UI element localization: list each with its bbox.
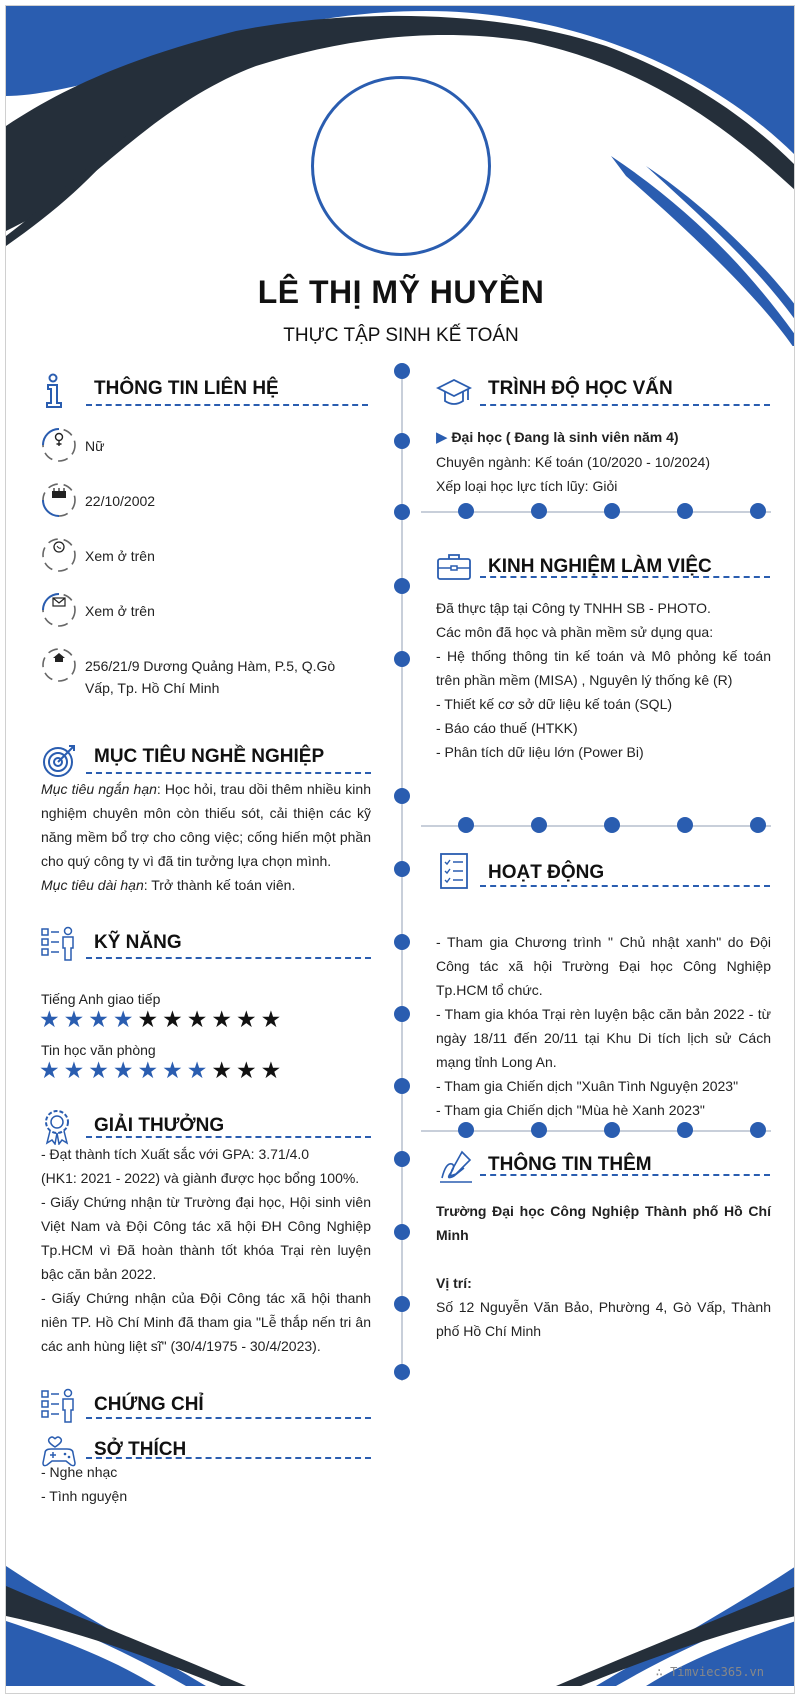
separator-dot bbox=[458, 817, 474, 833]
section-underline bbox=[480, 885, 770, 887]
experience-line: - Hệ thống thông tin kế toán và Mô phỏng kế toán trên phần mềm (MISA) , Nguyên lý thống kê (R) bbox=[436, 648, 771, 688]
section-underline bbox=[86, 1136, 371, 1138]
separator-dot bbox=[531, 817, 547, 833]
education-degree: Đại học ( Đang là sinh viên năm 4) bbox=[451, 429, 679, 445]
education-details bbox=[436, 425, 771, 498]
timeline-dot bbox=[394, 1224, 410, 1240]
objective-text bbox=[41, 777, 371, 897]
experience-line: - Thiết kế cơ sở dữ liệu kế toán (SQL) bbox=[436, 696, 673, 712]
star-filled-icon: ★ bbox=[88, 1057, 113, 1083]
star-filled-icon: ★ bbox=[186, 1057, 212, 1083]
separator-dot bbox=[750, 1122, 766, 1138]
star-filled-icon: ★ bbox=[112, 1057, 138, 1083]
section-underline bbox=[86, 404, 368, 406]
star-filled-icon: ★ bbox=[162, 1057, 187, 1083]
section-underline bbox=[480, 576, 770, 578]
contact-address-row bbox=[41, 647, 361, 699]
experience-line: - Phân tích dữ liệu lớn (Power Bi) bbox=[436, 744, 644, 760]
profile-photo bbox=[311, 76, 491, 256]
skill-name: Tin học văn phòng bbox=[41, 1042, 156, 1058]
timeline-dot bbox=[394, 504, 410, 520]
section-underline bbox=[86, 772, 371, 774]
hobbies-section-title: SỞ THÍCH bbox=[94, 1439, 187, 1460]
contact-phone-row bbox=[41, 537, 361, 573]
signature-pen-icon bbox=[438, 1148, 474, 1184]
star-filled-icon: ★ bbox=[39, 1006, 64, 1032]
award-line: (HK1: 2021 - 2022) và giành được học bổng 100%. bbox=[41, 1170, 360, 1186]
education-major: Chuyên ngành: Kế toán (10/2020 - 10/2024) bbox=[436, 454, 710, 470]
job-title: THỰC TẬP SINH KẾ TOÁN bbox=[283, 325, 519, 346]
star-empty-icon: ★ bbox=[137, 1006, 163, 1032]
hobby-item: - Nghe nhạc bbox=[41, 1464, 118, 1480]
star-filled-icon: ★ bbox=[39, 1057, 64, 1083]
skill-name: Tiếng Anh giao tiếp bbox=[41, 991, 161, 1007]
star-empty-icon: ★ bbox=[236, 1006, 261, 1032]
activity-line: - Tham gia khóa Trại rèn luyện bậc căn bản 2022 - từ ngày 18/11 đến 20/11 tại Khu Di tích lịch sử Cách mạng tỉnh Long An. bbox=[436, 1006, 771, 1070]
timeline-dot bbox=[394, 1151, 410, 1167]
objective-section-title: MỤC TIÊU NGHỀ NGHIỆP bbox=[94, 746, 325, 767]
star-filled-icon: ★ bbox=[88, 1006, 113, 1032]
skill-rating-stars bbox=[39, 1057, 285, 1083]
award-medal-icon bbox=[41, 1109, 77, 1145]
timeline-dot bbox=[394, 1296, 410, 1312]
graduation-cap-icon bbox=[436, 376, 472, 412]
timeline-dot bbox=[394, 651, 410, 667]
objective-short-label: Mục tiêu ngắn hạn bbox=[41, 781, 157, 797]
separator-dot bbox=[604, 1122, 620, 1138]
briefcase-icon bbox=[436, 549, 472, 585]
activity-line: - Tham gia Chương trình " Chủ nhật xanh" do Đội Công tác xã hội Trường Đại học Công Nghiệp Tp.HCM tổ chức. bbox=[436, 934, 771, 998]
star-empty-icon: ★ bbox=[211, 1057, 236, 1083]
target-icon bbox=[42, 742, 78, 778]
checklist-person-icon bbox=[41, 926, 77, 962]
timeline-dot bbox=[394, 788, 410, 804]
activity-line: - Tham gia Chiến dịch "Mùa hè Xanh 2023" bbox=[436, 1102, 705, 1118]
separator-dot bbox=[604, 503, 620, 519]
award-line: - Giấy Chứng nhận từ Trường đại học, Hội sinh viên Việt Nam và Đội Công tác xã hội ĐH Công Nghiệp Tp.HCM vì Đã hoàn thành tốt khóa Trại rèn luyện bậc căn bản 2022. bbox=[41, 1194, 371, 1282]
contact-address: 256/21/9 Dương Quảng Hàm, P.5, Q.Gò Vấp, Tp. Hồ Chí Minh bbox=[85, 658, 336, 696]
gender-icon bbox=[41, 427, 77, 463]
section-underline bbox=[86, 1457, 371, 1459]
separator-dot bbox=[531, 1122, 547, 1138]
timeline-dot bbox=[394, 578, 410, 594]
section-underline bbox=[480, 1174, 770, 1176]
star-filled-icon: ★ bbox=[137, 1057, 163, 1083]
separator-dot bbox=[677, 1122, 693, 1138]
timeline-dot bbox=[394, 861, 410, 877]
timeline-dot bbox=[394, 1006, 410, 1022]
home-icon bbox=[41, 647, 77, 683]
contact-gender-row bbox=[41, 427, 361, 463]
section-underline bbox=[86, 1417, 371, 1419]
star-filled-icon: ★ bbox=[112, 1006, 138, 1032]
experience-section-title: KINH NGHIỆM LÀM VIỆC bbox=[488, 556, 712, 577]
hobby-item: - Tình nguyện bbox=[41, 1488, 128, 1504]
objective-long-label: Mục tiêu dài hạn bbox=[41, 877, 144, 893]
location-label: Vị trí: bbox=[436, 1275, 472, 1291]
cv-page bbox=[5, 5, 795, 1694]
contact-birthday-row bbox=[41, 482, 361, 518]
activity-line: - Tham gia Chiến dịch "Xuân Tình Nguyện 2023" bbox=[436, 1078, 739, 1094]
star-empty-icon: ★ bbox=[260, 1006, 286, 1032]
contact-email-row bbox=[41, 592, 361, 628]
timeline-dot bbox=[394, 1364, 410, 1380]
star-empty-icon: ★ bbox=[211, 1006, 236, 1032]
education-section-title: TRÌNH ĐỘ HỌC VẤN bbox=[488, 378, 673, 399]
timeline-dot bbox=[394, 1078, 410, 1094]
birthday-cake-icon bbox=[41, 482, 77, 518]
star-filled-icon: ★ bbox=[63, 1057, 89, 1083]
education-rank: Xếp loại học lực tích lũy: Giỏi bbox=[436, 478, 618, 494]
star-filled-icon: ★ bbox=[63, 1006, 89, 1032]
skills-section-title: KỸ NĂNG bbox=[94, 932, 182, 953]
award-line: - Giấy Chứng nhận của Đội Công tác xã hội thanh niên TP. Hồ Chí Minh đã tham gia "Lễ thắp nến tri ân các anh hùng liệt sĩ" (30/4/1975 - 30/4/2023). bbox=[41, 1290, 371, 1354]
more-info-section-title: THÔNG TIN THÊM bbox=[488, 1154, 652, 1175]
separator-dot bbox=[458, 503, 474, 519]
watermark-text: ∴ Timviec365.vn bbox=[655, 1665, 764, 1679]
timeline-dot bbox=[394, 934, 410, 950]
star-empty-icon: ★ bbox=[162, 1006, 187, 1032]
info-icon bbox=[39, 373, 75, 409]
contact-email: Xem ở trên bbox=[85, 603, 155, 619]
separator-dot bbox=[458, 1122, 474, 1138]
timeline-dot bbox=[394, 363, 410, 379]
school-name: Trường Đại học Công Nghiệp Thành phố Hồ Chí Minh bbox=[436, 1203, 771, 1243]
separator-dot bbox=[750, 817, 766, 833]
section-underline bbox=[480, 404, 770, 406]
star-empty-icon: ★ bbox=[260, 1057, 286, 1083]
separator-dot bbox=[677, 817, 693, 833]
skill-rating-stars bbox=[39, 1006, 285, 1032]
experience-details bbox=[436, 596, 771, 764]
clipboard-list-icon bbox=[438, 853, 474, 889]
award-line: - Đạt thành tích Xuất sắc với GPA: 3.71/4.0 bbox=[41, 1146, 310, 1162]
contact-gender: Nữ bbox=[85, 438, 105, 454]
certificate-checklist-icon bbox=[41, 1388, 77, 1424]
experience-line: Đã thực tập tại Công ty TNHH SB - PHOTO. bbox=[436, 600, 711, 616]
separator-dot bbox=[750, 503, 766, 519]
experience-line: Các môn đã học và phần mềm sử dụng qua: bbox=[436, 624, 714, 640]
whatsapp-icon bbox=[41, 537, 77, 573]
separator-dot bbox=[604, 817, 620, 833]
separator-dot bbox=[677, 503, 693, 519]
email-icon bbox=[41, 592, 77, 628]
contact-phone: Xem ở trên bbox=[85, 548, 155, 564]
location-address: Số 12 Nguyễn Văn Bảo, Phường 4, Gò Vấp, Thành phố Hồ Chí Minh bbox=[436, 1299, 771, 1339]
certificates-section-title: CHỨNG CHỈ bbox=[94, 1394, 204, 1415]
more-info-details bbox=[436, 1199, 771, 1343]
activities-details bbox=[436, 930, 771, 1122]
objective-short-text: : Học hỏi, trau dồi thêm nhiều kinh nghiệm chuyên môn còn thiếu sót, cải thiện các kỹ năng mềm bổ trợ cho công việc; cống hiến một phần cho quý công ty vì đã tin tưởng lựa chọn mình. bbox=[41, 781, 371, 869]
star-empty-icon: ★ bbox=[186, 1006, 212, 1032]
awards-section-title: GIẢI THƯỞNG bbox=[94, 1115, 225, 1136]
activities-section-title: HOẠT ĐỘNG bbox=[488, 862, 605, 883]
separator-dot bbox=[531, 503, 547, 519]
hobbies-list bbox=[41, 1460, 371, 1508]
contact-birthday: 22/10/2002 bbox=[85, 493, 156, 509]
contact-section-title: THÔNG TIN LIÊN HỆ bbox=[94, 378, 279, 399]
awards-text bbox=[41, 1142, 371, 1358]
experience-line: - Báo cáo thuế (HTKK) bbox=[436, 720, 578, 736]
timeline-dot bbox=[394, 433, 410, 449]
objective-long-text: : Trở thành kế toán viên. bbox=[143, 877, 296, 893]
section-underline bbox=[86, 957, 371, 959]
candidate-name: LÊ THỊ MỸ HUYỀN bbox=[257, 274, 545, 310]
star-empty-icon: ★ bbox=[236, 1057, 261, 1083]
triangle-bullet-icon: ▶ bbox=[436, 429, 448, 446]
